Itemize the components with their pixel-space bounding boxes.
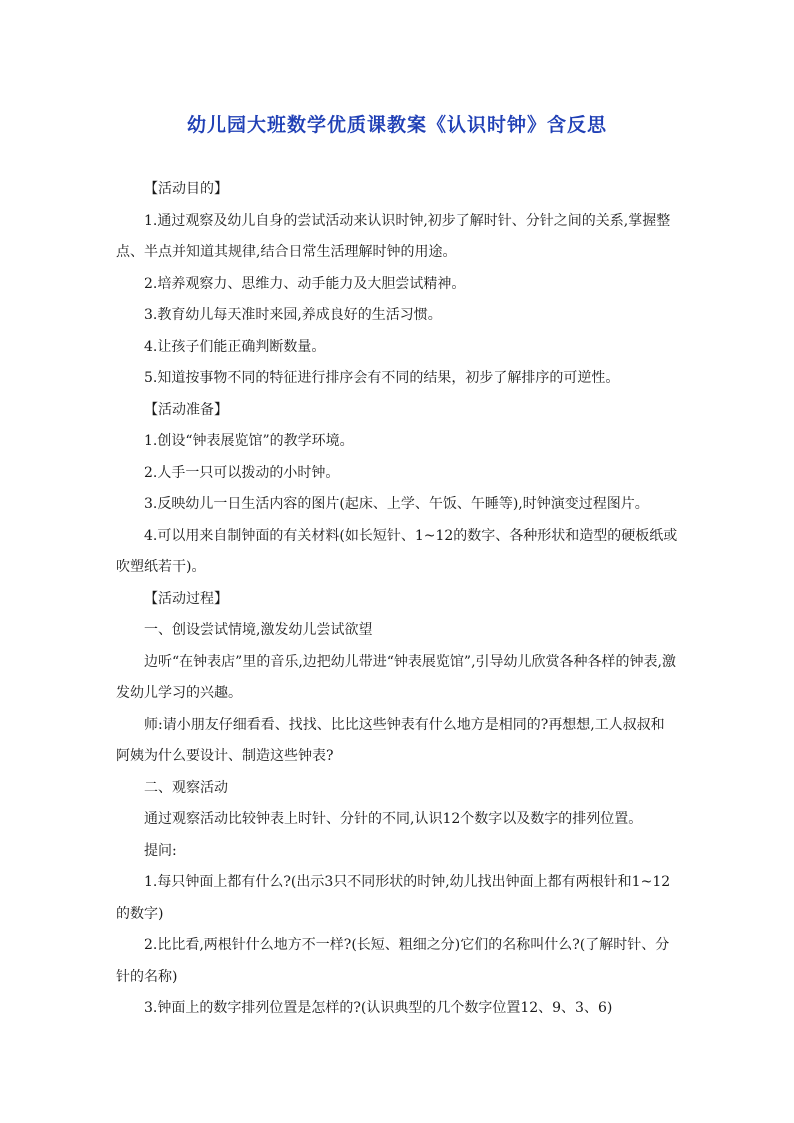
paragraph: 2.培养观察力、思维力、动手能力及大胆尝试精神。 <box>144 275 466 292</box>
section-heading: 【活动目的】 <box>144 181 228 197</box>
paragraph: 师:请小朋友仔细看看、找找、比比这些钟表有什么地方是相同的?再想想,工人叔叔和阿姨为什么要设计、制造这些钟表? <box>116 716 665 764</box>
paragraph: 1.通过观察及幼儿自身的尝试活动来认识时钟,初步了解时针、分针之间的关系,掌握整点、半点并知道其规律,结合日常生活理解时钟的用途。 <box>116 212 671 260</box>
paragraph: 3.教育幼儿每天准时来园,养成良好的生活习惯。 <box>144 307 442 323</box>
paragraph: 一、创设尝试情境,激发幼儿尝试欲望 <box>144 622 373 638</box>
paragraph: 2.人手一只可以拨动的小时钟。 <box>144 464 340 481</box>
paragraph: 1.每只钟面上都有什么?(出示3只不同形状的时钟,幼儿找出钟面上都有两根针和1~12的数字) <box>116 874 671 922</box>
paragraph: 1.创设“钟表展览馆”的教学环境。 <box>144 433 354 449</box>
paragraph: 二、观察活动 <box>144 779 228 796</box>
section-heading: 【活动准备】 <box>144 401 228 418</box>
paragraph: 3.钟面上的数字排列位置是怎样的?(认识典型的几个数字位置12、9、3、6) <box>144 1000 613 1016</box>
paragraph: 5.知道按事物不同的特征进行排序会有不同的结果，初步了解排序的可逆性。 <box>144 370 620 386</box>
paragraph: 4.可以用来自制钟面的有关材料(如长短针、1~12的数字、各种形状和造型的硬板纸或吹塑纸若干)。 <box>116 527 678 575</box>
paragraph: 3.反映幼儿一日生活内容的图片(起床、上学、午饭、午睡等),时钟演变过程图片。 <box>144 496 649 512</box>
paragraph: 4.让孩子们能正确判断数量。 <box>144 338 326 355</box>
paragraph: 2.比比看,两根针什么地方不一样?(长短、粗细之分)它们的名称叫什么?(了解时针、分针的名称) <box>116 937 670 985</box>
document-body <box>116 174 678 1025</box>
paragraph: 通过观察活动比较钟表上时针、分针的不同,认识12个数字以及数字的排列位置。 <box>144 811 643 827</box>
section-heading: 【活动过程】 <box>144 590 228 607</box>
document-title: 幼儿园大班数学优质课教案《认识时钟》含反思 <box>186 114 607 136</box>
paragraph: 边听“在钟表店”里的音乐,边把幼儿带进“钟表展览馆”,引导幼儿欣赏各种各样的钟表,激发幼儿学习的兴趣。 <box>116 653 676 701</box>
paragraph: 提问: <box>144 842 177 859</box>
